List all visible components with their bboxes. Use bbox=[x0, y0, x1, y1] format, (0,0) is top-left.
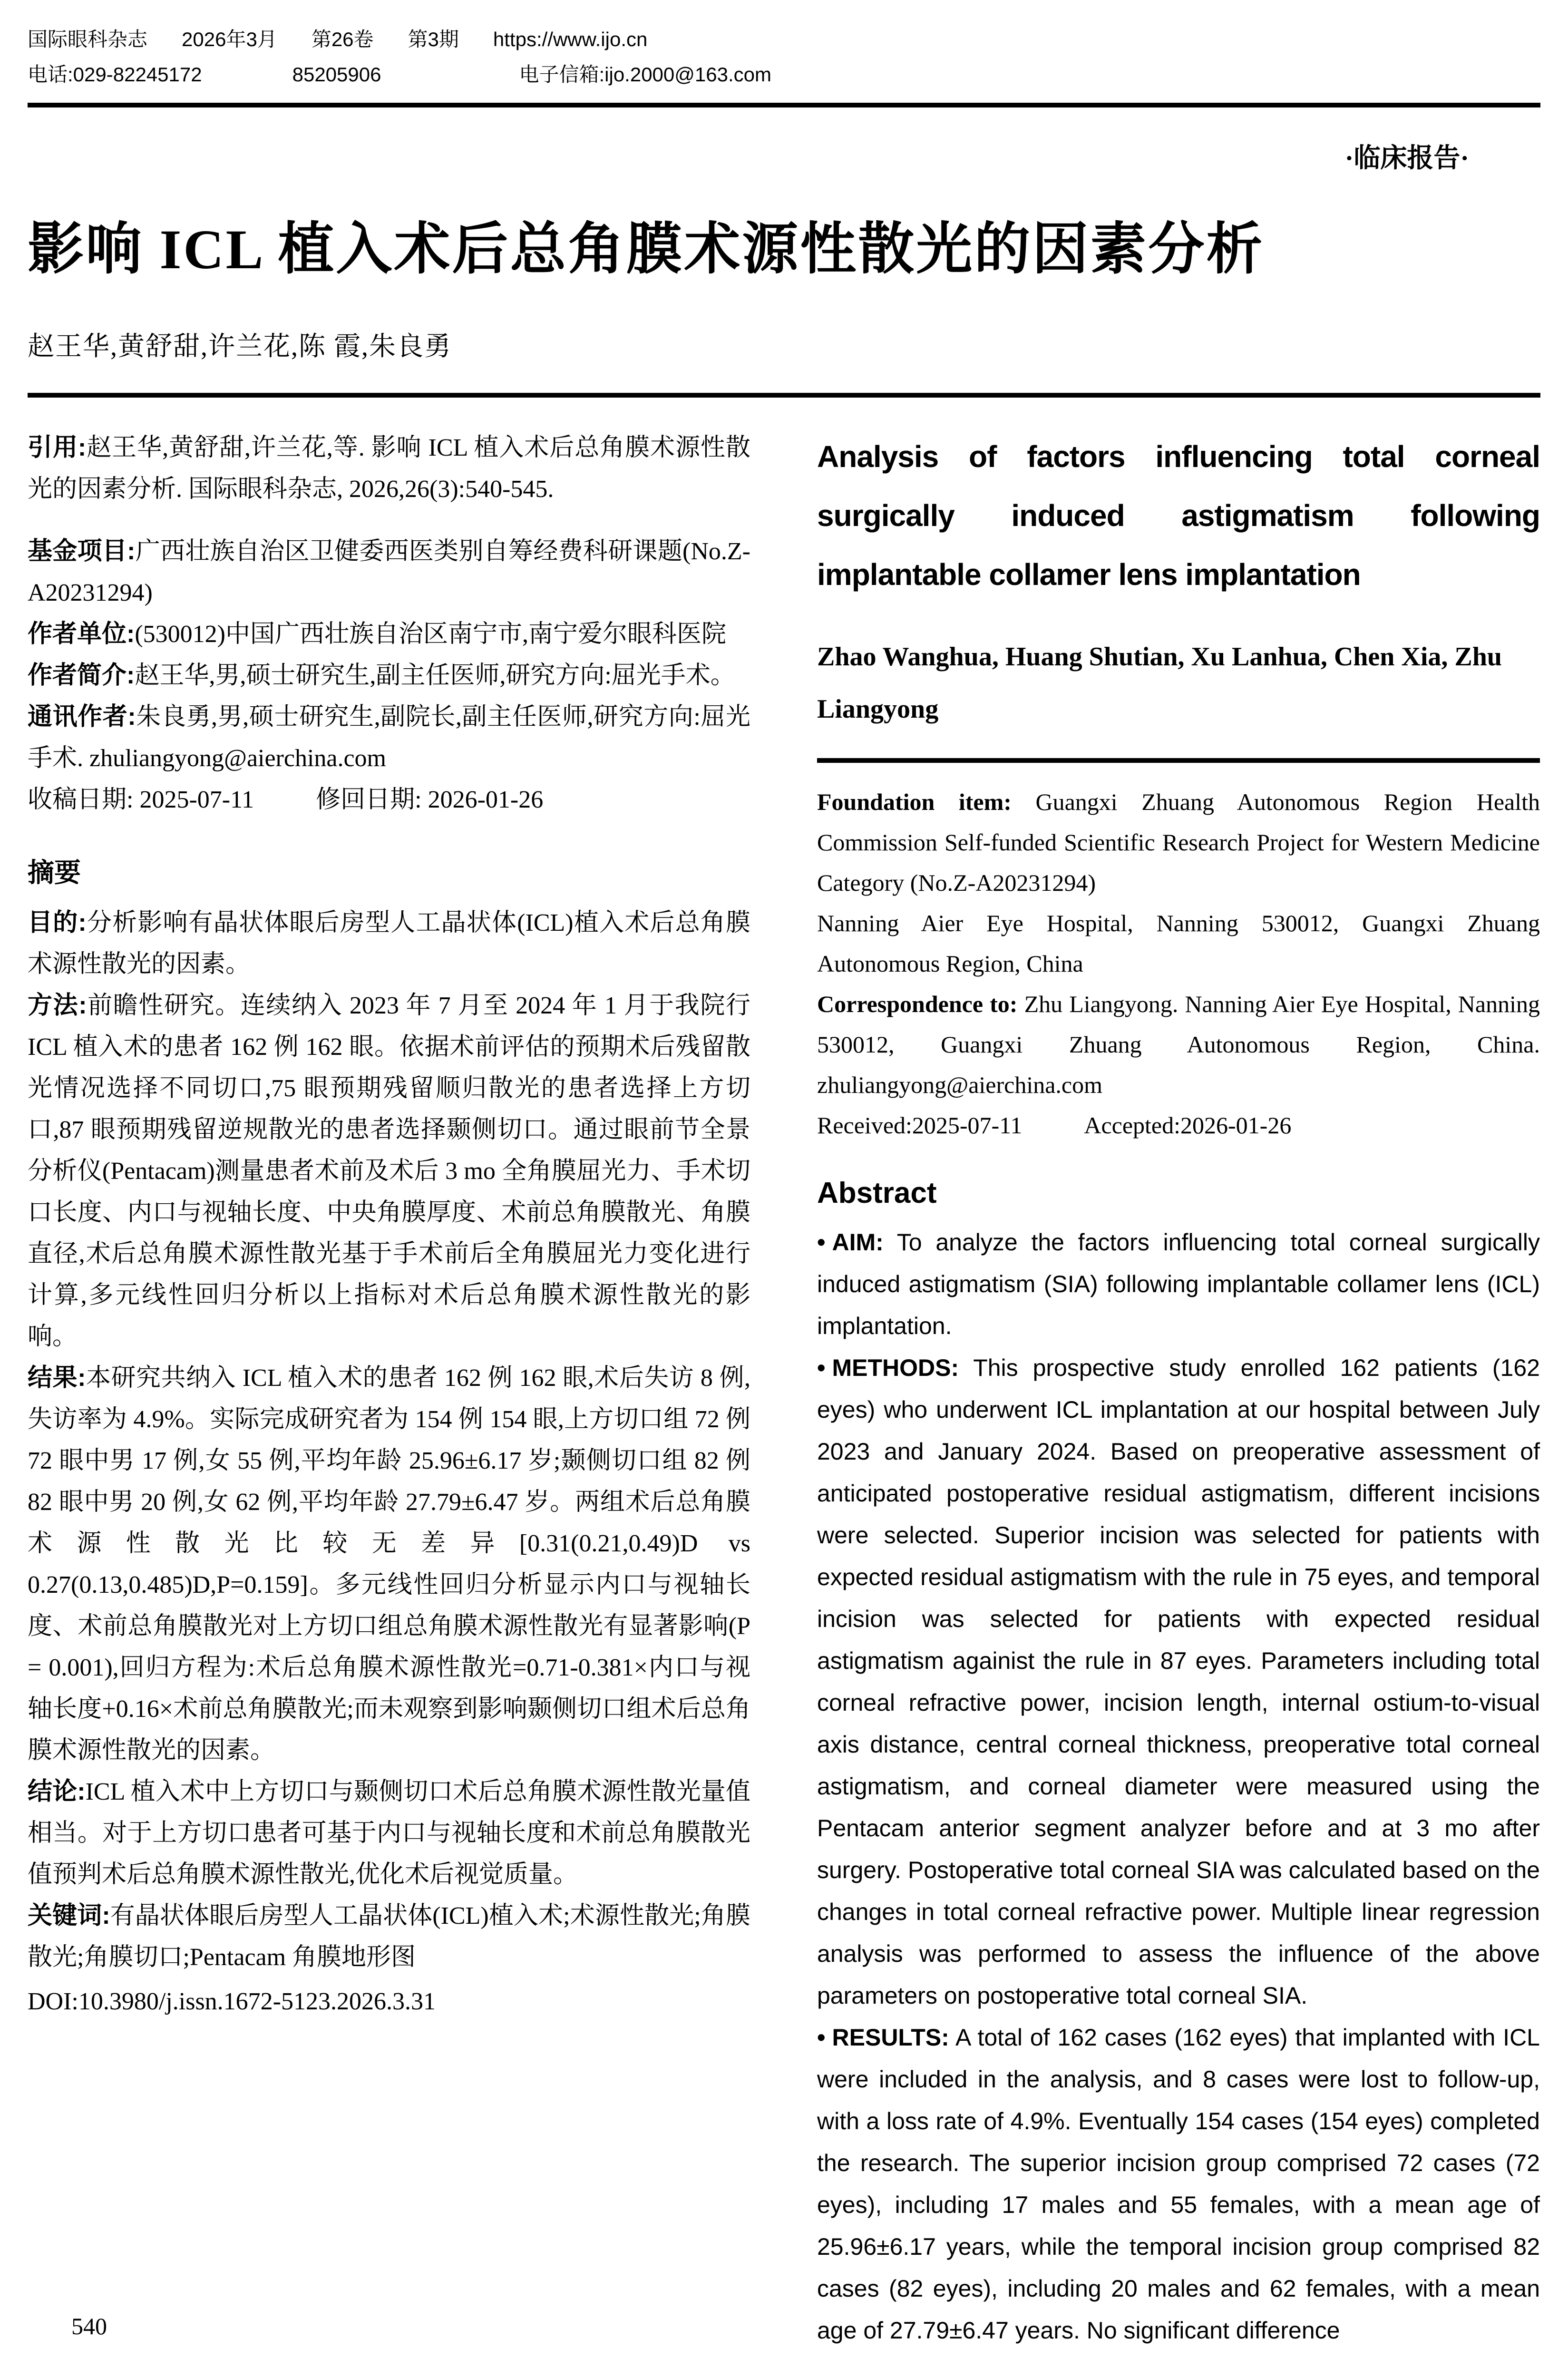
foundation-paragraph-cn bbox=[28, 531, 750, 614]
english-meta-block bbox=[817, 782, 1540, 1146]
journal-issue-date: 2026年3月 bbox=[182, 28, 277, 50]
results-paragraph-en bbox=[817, 2017, 1540, 2351]
aim-label-cn: 目的: bbox=[28, 909, 87, 936]
journal-phone2: 85205906 bbox=[292, 63, 381, 86]
left-column bbox=[28, 427, 750, 2351]
author-bio-paragraph bbox=[28, 655, 750, 696]
received-date-en: 2025-07-11 bbox=[912, 1112, 1023, 1139]
journal-phone: 电话:029-82245172 bbox=[28, 63, 202, 86]
keywords-paragraph bbox=[28, 1895, 750, 1978]
methods-paragraph-en bbox=[817, 1347, 1540, 2017]
affiliation-label-cn: 作者单位: bbox=[28, 620, 135, 648]
page-number: 540 bbox=[71, 2313, 107, 2339]
citation-paragraph bbox=[28, 427, 750, 510]
accepted-label-en: Accepted: bbox=[1084, 1112, 1181, 1139]
author-bio-text: 赵王华,男,硕士研究生,副主任医师,研究方向:屈光手术。 bbox=[135, 662, 735, 689]
results-paragraph-cn bbox=[28, 1357, 750, 1771]
accepted-date-en: 2026-01-26 bbox=[1180, 1112, 1292, 1139]
conclusion-text-cn: ICL 植入术中上方切口与颞侧切口术后总角膜术源性散光量值相当。对于上方切口患者可基于内口与视轴长度和术前总角膜散光值预判术后总角膜术源性散光,优化术后视觉质量。 bbox=[28, 1778, 750, 1888]
keywords-text: 有晶状体眼后房型人工晶状体(ICL)植入术;术源性散光;角膜散光;角膜切口;Pentacam 角膜地形图 bbox=[28, 1902, 750, 1971]
methods-label-en: METHODS: bbox=[832, 1354, 959, 1381]
aim-label-en: AIM: bbox=[832, 1229, 884, 1256]
article-authors-en: Zhao Wanghua, Huang Shutian, Xu Lanhua, Chen Xia, Zhu Liangyong bbox=[817, 642, 1502, 724]
aim-text-cn: 分析影响有晶状体眼后房型人工晶状体(ICL)植入术后总角膜术源性散光的因素。 bbox=[28, 909, 750, 978]
aim-text-en: To analyze the factors influencing total corneal surgically induced astigmatism (SIA) following implantable collamer lens (ICL) implantation. bbox=[817, 1229, 1540, 1339]
dates-line-en bbox=[817, 1105, 1540, 1146]
journal-website: https://www.ijo.cn bbox=[493, 28, 648, 50]
section-badge: ·临床报告· bbox=[1344, 144, 1469, 173]
author-bio-label: 作者简介: bbox=[28, 662, 135, 689]
revised-label-cn: 修回日期: bbox=[316, 786, 422, 813]
correspondence-label-cn: 通讯作者: bbox=[28, 703, 136, 731]
results-label-cn: 结果: bbox=[28, 1364, 86, 1392]
results-label-en: RESULTS: bbox=[832, 2024, 949, 2051]
abstract-heading-cn: 摘要 bbox=[28, 857, 81, 887]
methods-label-cn: 方法: bbox=[28, 992, 87, 1019]
foundation-label-en: Foundation item: bbox=[817, 789, 1012, 815]
correspondence-paragraph-cn bbox=[28, 696, 750, 779]
foundation-paragraph-en bbox=[817, 782, 1540, 903]
article-title-en: Analysis of factors influencing total corneal surgically induced astigmatism following implantable collamer lens implantation bbox=[817, 439, 1540, 592]
methods-paragraph-cn bbox=[28, 985, 750, 1357]
citation-label: 引用: bbox=[28, 434, 87, 461]
abstract-heading-en: Abstract bbox=[817, 1177, 937, 1209]
results-text-cn: 本研究共纳入 ICL 植入术的患者 162 例 162 眼,术后失访 8 例,失访率为 4.9%。实际完成研究者为 154 例 154 眼,上方切口组 72 例 72 眼中男 17 例,女 55 例,平均年龄 25.96±6.17 岁;颞侧切口组 82 例 82 眼中男 20 例,女 62 例,平均年龄 27.79±6.47 岁。两组术后总角膜术源性散光比较无差异[0.31(0.21,0.49)D vs 0.27(0.13,0.485)D,P=0.159]。多元线性回归分析显示内口与视轴长度、术前总角膜散光对上方切口组总角膜术源性散光有显著影响(P = 0.001),回归方程为:术后总角膜术源性散光=0.71-0.381×内口与视轴长度+0.16×术前总角膜散光;而未观察到影响颞侧切口组术后总角膜术源性散光的因素。 bbox=[28, 1364, 750, 1764]
citation-text: 赵王华,黄舒甜,许兰花,等. 影响 ICL 植入术后总角膜术源性散光的因素分析. 国际眼科杂志, 2026,26(3):540-545. bbox=[28, 434, 750, 503]
foundation-text-cn: 广西壮族自治区卫健委西医类别自筹经费科研课题(No.Z-A20231294) bbox=[28, 538, 750, 606]
received-label-cn: 收稿日期: bbox=[28, 786, 134, 813]
dates-line-cn bbox=[28, 779, 750, 820]
foundation-label-cn: 基金项目: bbox=[28, 537, 136, 565]
received-label-en: Received: bbox=[817, 1112, 912, 1139]
received-date-cn: 2025-07-11 bbox=[139, 786, 254, 813]
correspondence-paragraph-en bbox=[817, 984, 1540, 1105]
article-authors-cn: 赵王华,黄舒甜,许兰花,陈 霞,朱良勇 bbox=[28, 332, 452, 361]
methods-text-cn: 前瞻性研究。连续纳入 2023 年 7 月至 2024 年 1 月于我院行 ICL 植入术的患者 162 例 162 眼。依据术前评估的预期术后残留散光情况选择不同切口,75 眼预期残留顺归散光的患者选择上方切口,87 眼预期残留逆规散光的患者选择颞侧切口。通过眼前节全景分析仪(Pentacam)测量患者术前及术后 3 mo 全角膜屈光力、手术切口长度、内口与视轴长度、中央角膜厚度、术前总角膜散光、角膜直径,术后总角膜术源性散光基于手术前后全角膜屈光力变化进行计算,多元线性回归分析以上指标对术后总角膜术源性散光的影响。 bbox=[28, 992, 750, 1350]
bullet-icon: • bbox=[817, 1354, 826, 1381]
doi-line: DOI:10.3980/j.issn.1672-5123.2026.3.31 bbox=[28, 1988, 436, 2015]
article-title-cn: 影响 ICL 植入术后总角膜术源性散光的因素分析 bbox=[28, 218, 1265, 281]
conclusion-paragraph-cn bbox=[28, 1771, 750, 1895]
correspondence-text-en: Zhu Liangyong. Nanning Aier Eye Hospital, Nanning 530012, Guangxi Zhuang Autonomous Region, China. zhuliangyong@aierchina.com bbox=[817, 991, 1540, 1098]
affiliation-paragraph-en: Nanning Aier Eye Hospital, Nanning 530012, Guangxi Zhuang Autonomous Region, China bbox=[817, 910, 1540, 977]
bullet-icon: • bbox=[817, 2024, 826, 2051]
journal-issue-number: 第3期 bbox=[408, 28, 459, 50]
section-badge-row bbox=[28, 137, 1540, 175]
aim-paragraph-cn bbox=[28, 902, 750, 985]
keywords-label: 关键词: bbox=[28, 1902, 110, 1929]
conclusion-label-cn: 结论: bbox=[28, 1778, 86, 1805]
aim-paragraph-en bbox=[817, 1221, 1540, 1347]
english-abstract bbox=[817, 1221, 1540, 2351]
header-rule bbox=[28, 103, 1540, 107]
journal-header-line1 bbox=[28, 22, 1540, 57]
affiliation-text-cn: (530012)中国广西壮族自治区南宁市,南宁爱尔眼科医院 bbox=[135, 621, 726, 648]
right-column bbox=[817, 427, 1540, 2351]
two-column-body bbox=[28, 427, 1540, 2351]
foundation-text-en: Guangxi Zhuang Autonomous Region Health Commission Self-funded Scientific Research Project for Western Medicine Category (No.Z-A20231294) bbox=[817, 789, 1540, 896]
revised-date-cn: 2026-01-26 bbox=[428, 786, 544, 813]
journal-name: 国际眼科杂志 bbox=[28, 28, 148, 50]
affiliation-paragraph-cn bbox=[28, 614, 750, 655]
results-text-en: A total of 162 cases (162 eyes) that implanted with ICL were included in the analysis, and 8 cases were lost to follow-up, with a loss rate of 4.9%. Eventually 154 cases (154 eyes) completed the research. The superior incision group comprised 72 cases (72 eyes), including 17 males and 55 females, with a mean age of 25.96±6.17 years, while the temporal incision group comprised 82 cases (82 eyes), including 20 males and 62 females, with a mean age of 27.79±6.47 years. No significant difference bbox=[817, 2024, 1540, 2344]
correspondence-label-en: Correspondence to: bbox=[817, 991, 1018, 1017]
journal-header-line2 bbox=[28, 57, 1540, 92]
journal-volume: 第26卷 bbox=[311, 28, 374, 50]
bullet-icon: • bbox=[817, 1229, 826, 1256]
right-column-rule bbox=[817, 758, 1540, 763]
methods-text-en: This prospective study enrolled 162 patients (162 eyes) who underwent ICL implantation at our hospital between July 2023 and January 2024. Based on preoperative assessment of anticipated postoperative residual astigmatism, different incisions were selected. Superior incision was selected for patients with expected residual astigmatism with the rule in 75 eyes, and temporal incision was selected for patients with expected residual astigmatism againist the rule in 87 eyes. Parameters including total corneal refractive power, incision length, internal ostium-to-visual axis distance, central corneal thickness, preoperative total corneal astigmatism, and corneal diameter were measured using the Pentacam anterior segment analyzer before and at 3 mo after surgery. Postoperative total corneal SIA was calculated based on the changes in total corneal refractive power. Multiple linear regression analysis was performed to assess the influence of the above parameters on postoperative total corneal SIA. bbox=[817, 1354, 1540, 2009]
title-rule bbox=[28, 393, 1540, 398]
correspondence-text-cn: 朱良勇,男,硕士研究生,副院长,副主任医师,研究方向:屈光手术. zhuliangyong@aierchina.com bbox=[28, 703, 750, 772]
journal-email: 电子信箱:ijo.2000@163.com bbox=[519, 63, 772, 86]
